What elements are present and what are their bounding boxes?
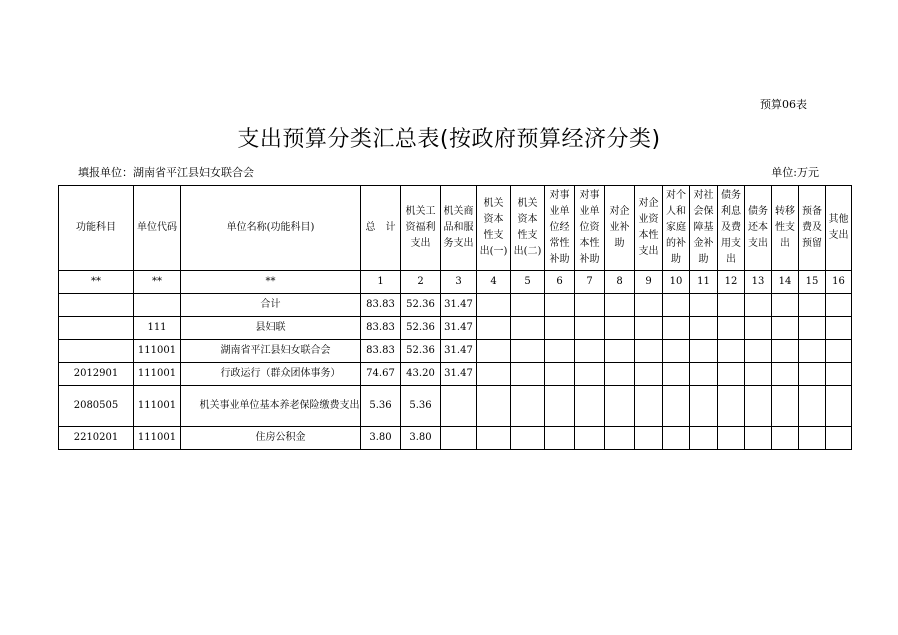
empty-cell — [511, 386, 545, 427]
empty-cell — [745, 363, 772, 386]
header-col: 预备费及预留 — [799, 186, 826, 271]
empty-cell — [511, 340, 545, 363]
empty-cell — [511, 294, 545, 317]
empty-cell — [772, 386, 799, 427]
empty-cell — [826, 294, 852, 317]
index-cell: 14 — [772, 271, 799, 294]
func-code-cell — [59, 294, 134, 317]
filler-unit: 填报单位：湖南省平江县妇女联合会 — [78, 166, 254, 179]
empty-cell — [575, 427, 605, 450]
total-cell: 3.80 — [361, 427, 401, 450]
header-col: 其他支出 — [826, 186, 852, 271]
table-row — [59, 317, 852, 340]
empty-cell — [511, 363, 545, 386]
table-row — [59, 363, 852, 386]
unit-code-cell: 111001 — [134, 363, 181, 386]
header-total: 总 计 — [361, 186, 401, 271]
unit-name-cell: 县妇联 — [181, 317, 361, 340]
unit-code-cell: 111 — [134, 317, 181, 340]
empty-cell — [690, 386, 718, 427]
wage-cell: 5.36 — [401, 386, 441, 427]
unit-code-cell: 111001 — [134, 340, 181, 363]
index-cell: ** — [134, 271, 181, 294]
goods-cell: 31.47 — [441, 363, 477, 386]
empty-cell — [477, 317, 511, 340]
empty-cell — [826, 317, 852, 340]
index-cell: 13 — [745, 271, 772, 294]
table-row — [59, 386, 852, 427]
unit-line — [78, 164, 819, 180]
table-row — [59, 340, 852, 363]
empty-cell — [690, 363, 718, 386]
unit-name-cell: 行政运行（群众团体事务） — [181, 363, 361, 386]
table-row — [59, 294, 852, 317]
header-col: 对企业补助 — [605, 186, 635, 271]
empty-cell — [575, 363, 605, 386]
wage-cell: 43.20 — [401, 363, 441, 386]
header-col: 机关资本性支出(一) — [477, 186, 511, 271]
empty-cell — [605, 294, 635, 317]
empty-cell — [511, 317, 545, 340]
header-col: 债务还本支出 — [745, 186, 772, 271]
empty-cell — [718, 340, 745, 363]
empty-cell — [745, 294, 772, 317]
money-unit: 单位:万元 — [771, 166, 819, 179]
index-cell: ** — [59, 271, 134, 294]
empty-cell — [826, 427, 852, 450]
unit-name-cell: 湖南省平江县妇女联合会 — [181, 340, 361, 363]
empty-cell — [545, 363, 575, 386]
header-unit-code: 单位代码 — [134, 186, 181, 271]
goods-cell: 31.47 — [441, 294, 477, 317]
header-col: 机关工资福利支出 — [401, 186, 441, 271]
empty-cell — [575, 294, 605, 317]
goods-cell: 31.47 — [441, 317, 477, 340]
index-cell: 4 — [477, 271, 511, 294]
empty-cell — [745, 386, 772, 427]
empty-cell — [605, 317, 635, 340]
empty-cell — [545, 386, 575, 427]
empty-cell — [690, 294, 718, 317]
empty-cell — [799, 386, 826, 427]
empty-cell — [545, 317, 575, 340]
total-cell: 83.83 — [361, 294, 401, 317]
empty-cell — [575, 340, 605, 363]
header-col: 对事业单位经常性补助 — [545, 186, 575, 271]
total-cell: 74.67 — [361, 363, 401, 386]
budget-table — [58, 185, 852, 450]
index-cell: 12 — [718, 271, 745, 294]
empty-cell — [690, 427, 718, 450]
header-col: 机关商品和服务支出 — [441, 186, 477, 271]
index-cell: 8 — [605, 271, 635, 294]
empty-cell — [635, 340, 663, 363]
empty-cell — [605, 386, 635, 427]
empty-cell — [635, 386, 663, 427]
unit-code-cell — [134, 294, 181, 317]
empty-cell — [690, 317, 718, 340]
empty-cell — [477, 294, 511, 317]
empty-cell — [605, 340, 635, 363]
unit-code-cell: 111001 — [134, 386, 181, 427]
empty-cell — [718, 294, 745, 317]
func-code-cell — [59, 340, 134, 363]
empty-cell — [605, 363, 635, 386]
goods-cell — [441, 427, 477, 450]
empty-cell — [545, 340, 575, 363]
wage-cell: 52.36 — [401, 317, 441, 340]
header-col: 对个人和家庭的补助 — [663, 186, 690, 271]
unit-name-cell: 合计 — [181, 294, 361, 317]
index-cell: 3 — [441, 271, 477, 294]
header-col: 转移性支出 — [772, 186, 799, 271]
index-cell: 7 — [575, 271, 605, 294]
empty-cell — [663, 363, 690, 386]
empty-cell — [745, 317, 772, 340]
index-cell: 15 — [799, 271, 826, 294]
empty-cell — [663, 386, 690, 427]
index-cell: ** — [181, 271, 361, 294]
empty-cell — [545, 427, 575, 450]
index-cell: 16 — [826, 271, 852, 294]
empty-cell — [663, 317, 690, 340]
empty-cell — [635, 317, 663, 340]
index-cell: 2 — [401, 271, 441, 294]
empty-cell — [663, 340, 690, 363]
total-cell: 5.36 — [361, 386, 401, 427]
empty-cell — [663, 427, 690, 450]
empty-cell — [772, 294, 799, 317]
unit-name-text: 机关事业单位基本养老保险缴费支出 — [199, 400, 360, 411]
goods-cell — [441, 386, 477, 427]
header-func-code: 功能科目 — [59, 186, 134, 271]
empty-cell — [826, 363, 852, 386]
empty-cell — [772, 427, 799, 450]
empty-cell — [799, 317, 826, 340]
empty-cell — [477, 427, 511, 450]
empty-cell — [575, 317, 605, 340]
empty-cell — [635, 294, 663, 317]
func-code-cell: 2080505 — [59, 386, 134, 427]
empty-cell — [826, 340, 852, 363]
header-col: 对事业单位资本性补助 — [575, 186, 605, 271]
empty-cell — [799, 427, 826, 450]
index-cell: 10 — [663, 271, 690, 294]
empty-cell — [745, 427, 772, 450]
empty-cell — [575, 386, 605, 427]
header-col: 机关资本性支出(二) — [511, 186, 545, 271]
header-unit-name: 单位名称(功能科目) — [181, 186, 361, 271]
index-row — [59, 271, 852, 294]
empty-cell — [799, 363, 826, 386]
empty-cell — [477, 340, 511, 363]
empty-cell — [605, 427, 635, 450]
goods-cell: 31.47 — [441, 340, 477, 363]
index-cell: 1 — [361, 271, 401, 294]
unit-name-cell: 住房公积金 — [181, 427, 361, 450]
func-code-cell: 2012901 — [59, 363, 134, 386]
empty-cell — [477, 363, 511, 386]
func-code-cell — [59, 317, 134, 340]
empty-cell — [799, 294, 826, 317]
empty-cell — [799, 340, 826, 363]
empty-cell — [772, 317, 799, 340]
empty-cell — [511, 427, 545, 450]
total-cell: 83.83 — [361, 317, 401, 340]
func-code-cell: 2210201 — [59, 427, 134, 450]
empty-cell — [663, 294, 690, 317]
wage-cell: 52.36 — [401, 294, 441, 317]
form-number: 预算06表 — [760, 98, 807, 111]
empty-cell — [635, 427, 663, 450]
empty-cell — [826, 386, 852, 427]
header-row — [59, 186, 852, 271]
empty-cell — [718, 386, 745, 427]
wage-cell: 3.80 — [401, 427, 441, 450]
index-cell: 5 — [511, 271, 545, 294]
empty-cell — [772, 363, 799, 386]
index-cell: 11 — [690, 271, 718, 294]
table-row — [59, 427, 852, 450]
empty-cell — [545, 294, 575, 317]
empty-cell — [635, 363, 663, 386]
header-col: 对企业资本性支出 — [635, 186, 663, 271]
total-cell: 83.83 — [361, 340, 401, 363]
empty-cell — [745, 340, 772, 363]
wage-cell: 52.36 — [401, 340, 441, 363]
empty-cell — [718, 317, 745, 340]
empty-cell — [718, 363, 745, 386]
header-col: 债务利息及费用支出 — [718, 186, 745, 271]
index-cell: 6 — [545, 271, 575, 294]
unit-name-cell — [181, 386, 361, 427]
empty-cell — [772, 340, 799, 363]
empty-cell — [477, 386, 511, 427]
page-title: 支出预算分类汇总表(按政府预算经济分类) — [237, 127, 661, 152]
unit-code-cell: 111001 — [134, 427, 181, 450]
index-cell: 9 — [635, 271, 663, 294]
header-col: 对社会保障基金补助 — [690, 186, 718, 271]
empty-cell — [718, 427, 745, 450]
empty-cell — [690, 340, 718, 363]
